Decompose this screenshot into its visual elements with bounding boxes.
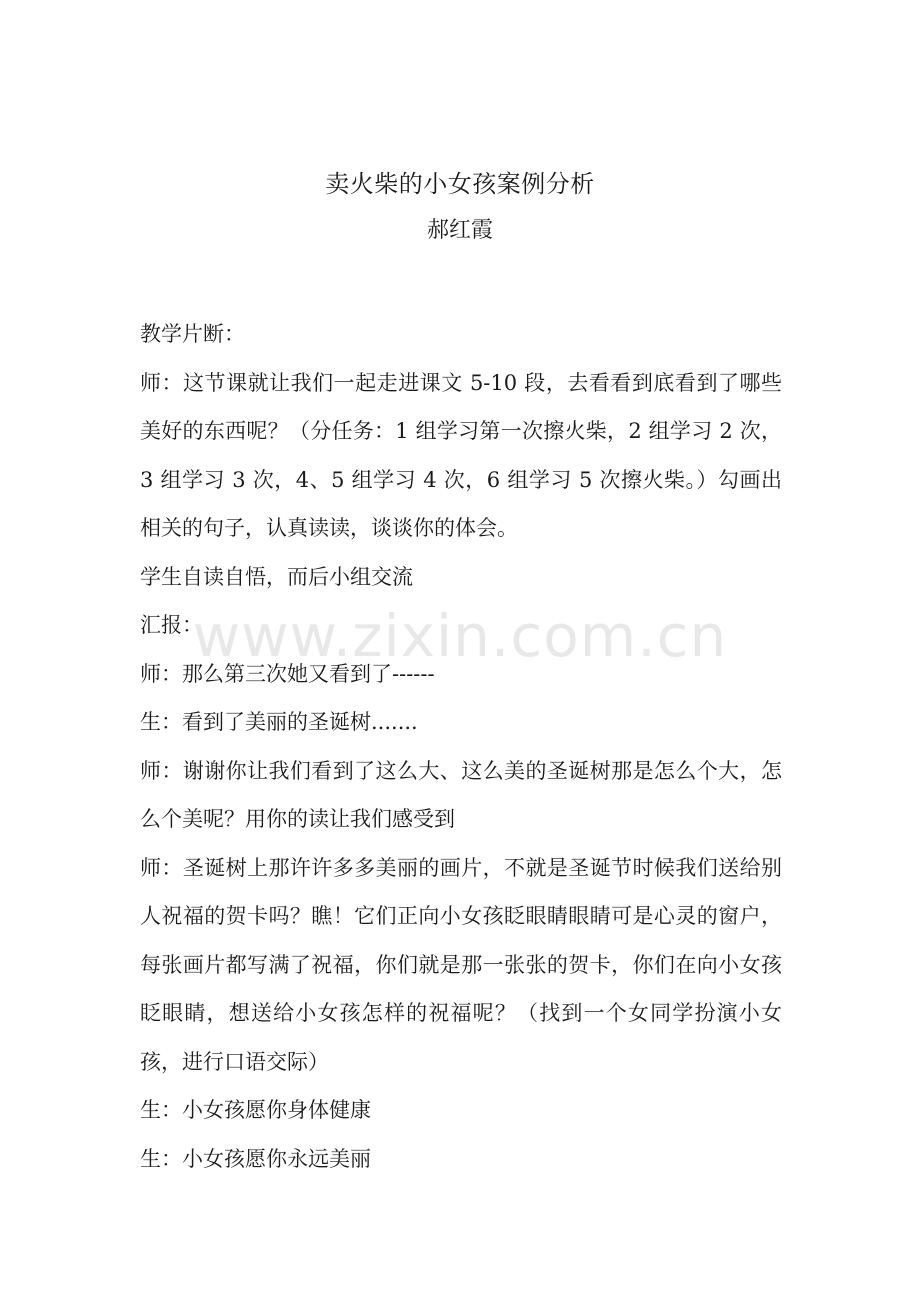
paragraph-teacher-greeting-cards: 师：圣诞树上那许许多多美丽的画片，不就是圣诞节时候我们送给别人祝福的贺卡吗？瞧！它们正向小女孩眨眼睛眼睛可是心灵的窗户，每张画片都写满了祝福，你们就是那一张张的贺卡，你们在向小女孩眨眼睛，想送给小女孩怎样的祝福呢？（找到一个女同学扮演小女孩，进行口语交际） [140,855,782,1074]
paragraph-student-christmas-tree: 生：看到了美丽的圣诞树....... [140,710,418,734]
paragraph-student-wish-health: 生：小女孩愿你身体健康 [140,1098,371,1122]
paragraph-report-heading: 汇报： [140,613,203,637]
paragraph-student-wish-beauty: 生：小女孩愿你永远美丽 [140,1146,371,1171]
paragraph-student-self-study: 学生自读自悟，而后小组交流 [140,564,413,589]
watermark-text: www.zixin.com.cn [192,602,728,670]
document-author: 郝红霞 [426,218,493,243]
document-body [140,310,782,1183]
paragraph-section-heading: 教学片断： [140,322,245,346]
document-title: 卖火柴的小女孩案例分析 [325,170,595,198]
paragraph-teacher-task: 师：这节课就让我们一起走进课文 5-10 段，去看看到底看到了哪些美好的东西呢？（分任务：1 组学习第一次擦火柴，2 组学习 2 次，3 组学习 3 次，4、5 组学习 4 次，6 组学习 5 次擦火柴。）勾画出相关的句子，认真读读，谈谈你的体会。 [140,370,782,540]
paragraph-teacher-thanks: 师：谢谢你让我们看到了这么大、这么美的圣诞树那是怎么个大，怎么个美呢？用你的读让我们感受到 [140,758,782,831]
paragraph-teacher-third-time: 师：那么第三次她又看到了------ [140,661,435,686]
